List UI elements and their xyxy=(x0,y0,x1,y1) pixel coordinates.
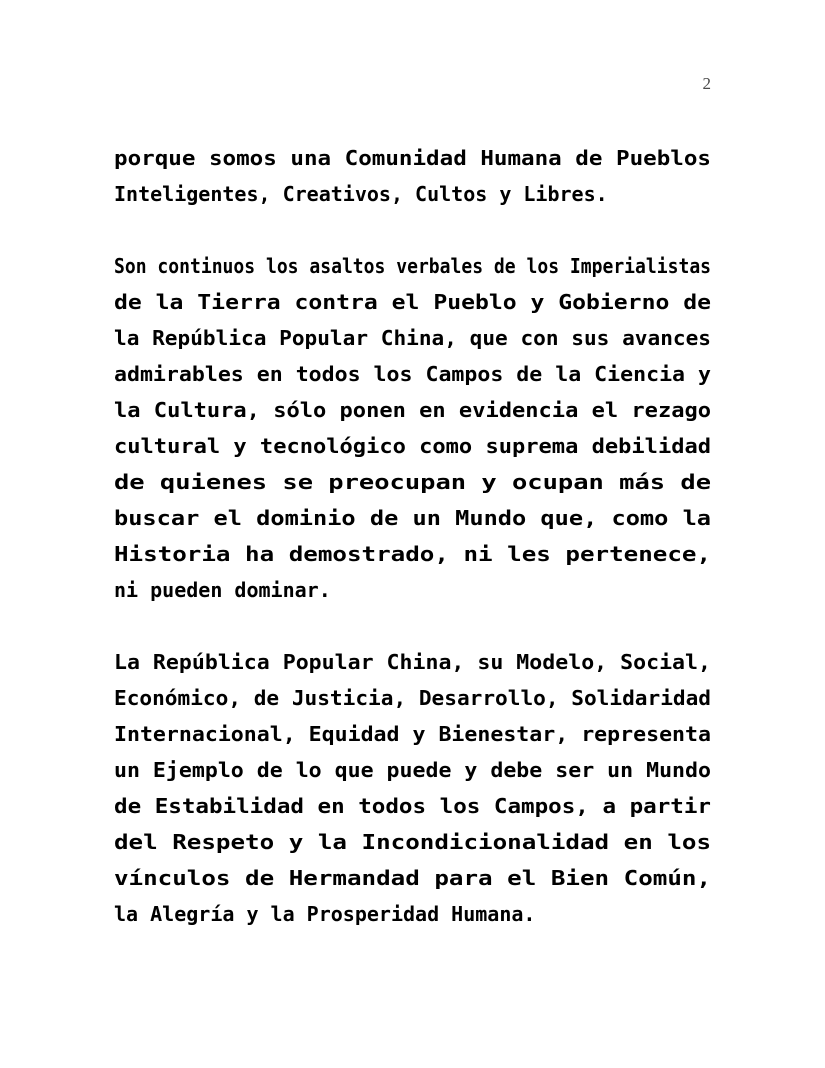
text-line-content: de la Tierra contra el Pueblo y Gobierno de xyxy=(114,290,711,314)
text-line xyxy=(114,356,711,392)
text-line-content: Internacional, Equidad y Bienestar, representa xyxy=(114,722,711,746)
paragraph xyxy=(114,140,711,212)
text-line xyxy=(114,824,711,860)
text-line-content: del Respeto y la Incondicionalidad en los xyxy=(114,830,712,854)
text-line xyxy=(114,284,711,320)
text-line xyxy=(114,644,711,680)
text-line xyxy=(114,788,711,824)
document-body xyxy=(114,140,711,932)
paragraph xyxy=(114,248,711,608)
text-line xyxy=(114,896,711,932)
text-line-content: porque somos una Comunidad Humana de Pueblos xyxy=(114,146,711,170)
text-line xyxy=(114,320,711,356)
text-line-content: cultural y tecnológico como suprema debilidad xyxy=(114,434,712,458)
text-line-content: la Alegría y la Prosperidad Humana. xyxy=(114,902,536,926)
text-line-content: Historia ha demostrado, ni les pertenece, xyxy=(114,542,712,566)
text-line xyxy=(114,176,711,212)
text-line-content: de Estabilidad en todos los Campos, a partir xyxy=(114,794,711,818)
text-line xyxy=(114,536,711,572)
text-line xyxy=(114,140,711,176)
text-line-content: un Ejemplo de lo que puede y debe ser un Mundo xyxy=(114,758,711,782)
text-line-content: Son continuos los asaltos verbales de los Imperialistas xyxy=(114,254,712,278)
text-line-content: de quienes se preocupan y ocupan más de xyxy=(114,470,712,494)
text-line-content: buscar el dominio de un Mundo que, como la xyxy=(114,506,712,530)
paragraph xyxy=(114,644,711,932)
page-number: 2 xyxy=(702,74,711,93)
text-line xyxy=(114,716,711,752)
text-line xyxy=(114,500,711,536)
text-line xyxy=(114,464,711,500)
text-line xyxy=(114,680,711,716)
text-line-content: Económico, de Justicia, Desarrollo, Solidaridad xyxy=(114,686,712,710)
text-line xyxy=(114,752,711,788)
text-line xyxy=(114,860,711,896)
text-line-content: vínculos de Hermandad para el Bien Común, xyxy=(114,866,712,890)
text-line xyxy=(114,572,711,608)
text-line-content: Inteligentes, Creativos, Cultos y Libres. xyxy=(114,182,608,206)
text-line-content: la República Popular China, que con sus avances xyxy=(114,326,712,350)
text-line xyxy=(114,248,711,284)
text-line-content: la Cultura, sólo ponen en evidencia el rezago xyxy=(114,398,712,422)
text-line xyxy=(114,392,711,428)
text-line-content: ni pueden dominar. xyxy=(114,578,331,602)
text-line-content: admirables en todos los Campos de la Ciencia y xyxy=(114,362,711,386)
text-line xyxy=(114,428,711,464)
text-line-content: La República Popular China, su Modelo, Social, xyxy=(114,650,711,674)
